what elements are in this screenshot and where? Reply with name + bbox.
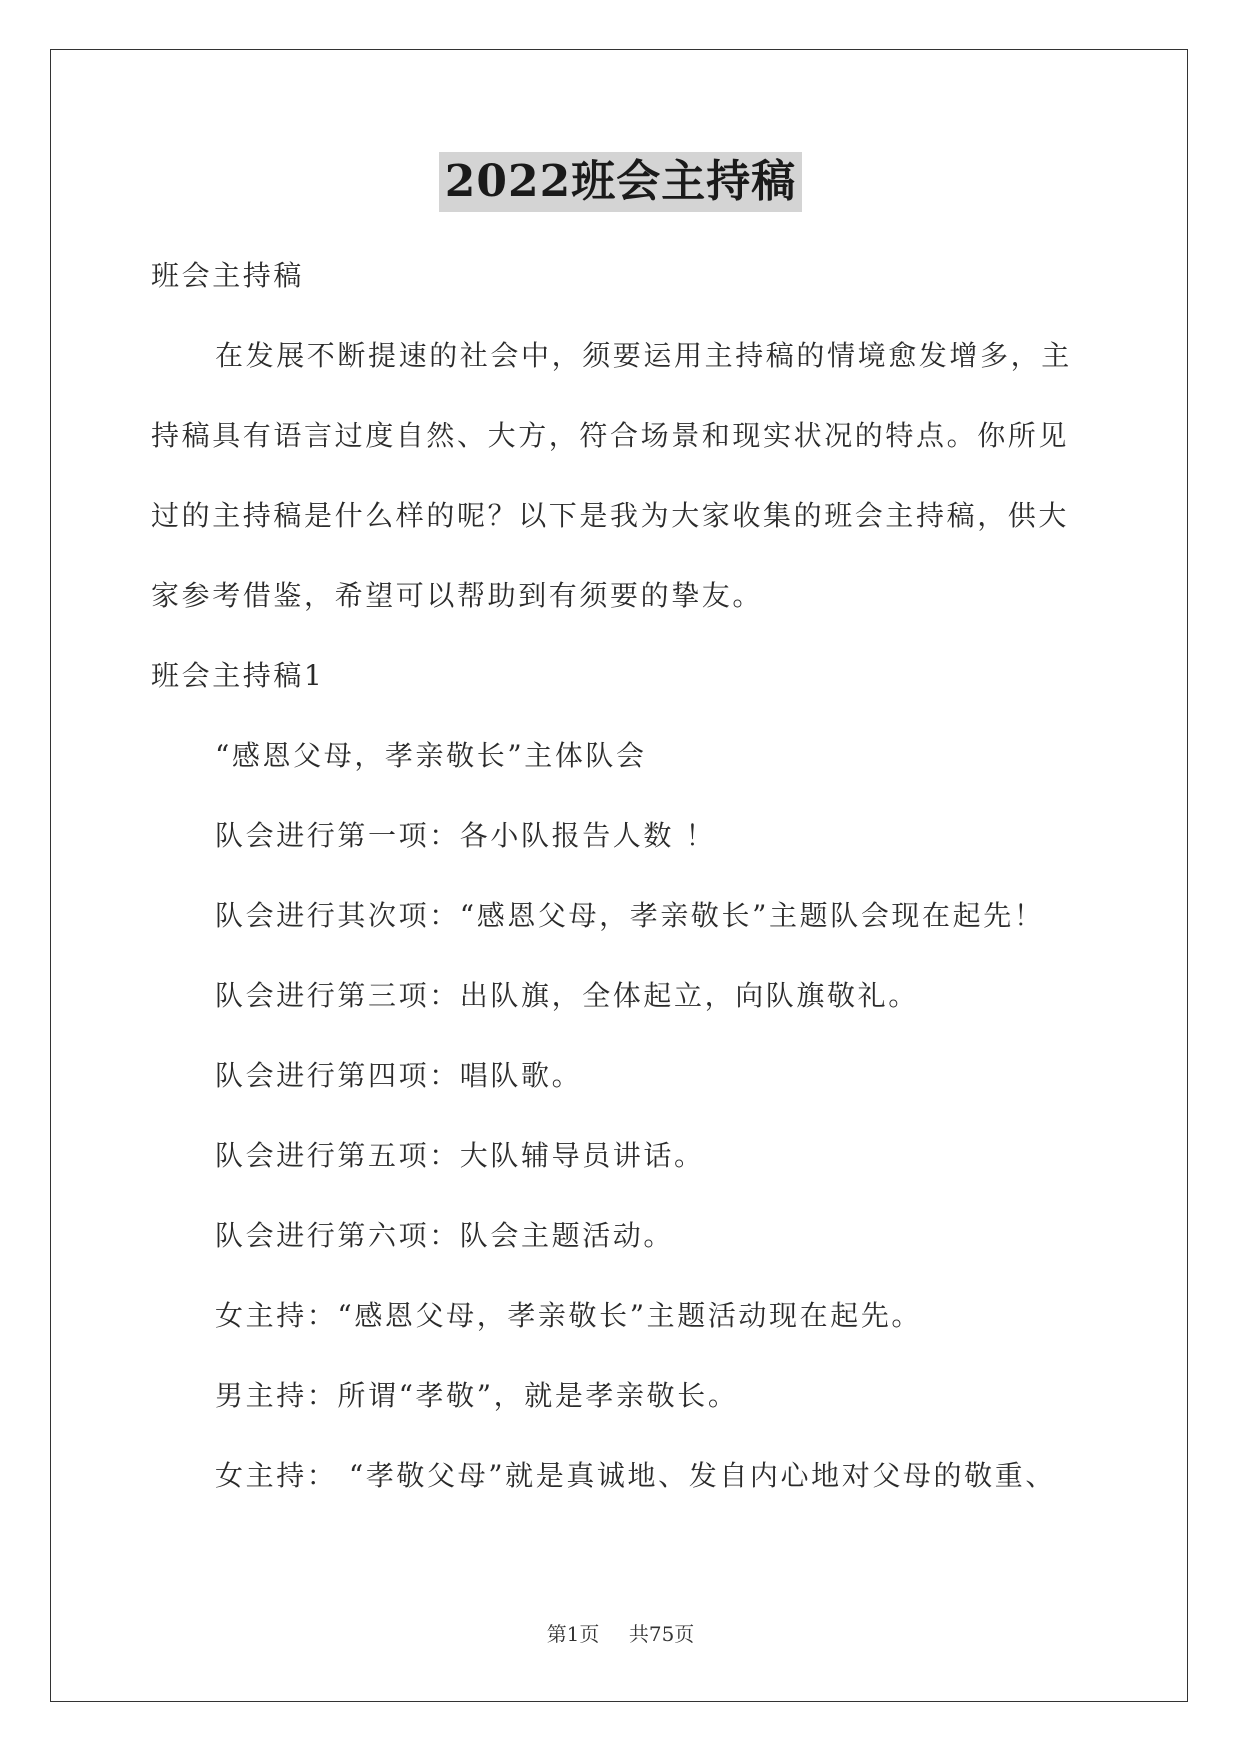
paragraph-line: 家参考借鉴，希望可以帮助到有须要的挚友。	[151, 579, 764, 612]
paragraph-line: 持稿具有语言过度自然、大方，符合场景和现实状况的特点。你所见	[151, 419, 1070, 452]
section-heading: 班会主持稿	[151, 259, 305, 292]
page-total: 共75页	[628, 1622, 695, 1646]
document-body	[151, 236, 1091, 1516]
paragraph-line: 在发展不断提速的社会中，须要运用主持稿的情境愈发增多，主	[215, 339, 1072, 372]
paragraph-line: 女主持：“感恩父母，孝亲敬长”主题活动现在起先。	[215, 1299, 923, 1332]
page-footer	[0, 1618, 1241, 1647]
page-number: 第1页	[546, 1622, 600, 1646]
paragraph-line: 过的主持稿是什么样的呢？以下是我为大家收集的班会主持稿，供大	[151, 499, 1070, 532]
paragraph-line: 队会进行第一项：各小队报告人数 ！	[215, 819, 717, 852]
paragraph-line: 队会进行第六项：队会主题活动。	[215, 1219, 675, 1252]
paragraph-line: 队会进行第四项：唱队歌。	[215, 1059, 583, 1092]
paragraph-line: “感恩父母，孝亲敬长”主体队会	[215, 739, 647, 772]
paragraph-line: 队会进行其次项：“感恩父母，孝亲敬长”主题队会现在起先！	[215, 899, 1045, 932]
paragraph-line: 队会进行第三项：出队旗，全体起立，向队旗敬礼。	[215, 979, 919, 1012]
document-title: 2022班会主持稿	[0, 152, 1241, 215]
paragraph-line: 队会进行第五项：大队辅导员讲话。	[215, 1139, 705, 1172]
section-heading: 班会主持稿1	[151, 659, 325, 692]
paragraph-line: 男主持：所谓“孝敬”，就是孝亲敬长。	[215, 1379, 739, 1412]
paragraph-line: 女主持： “孝敬父母”就是真诚地、发自内心地对父母的敬重、	[215, 1459, 1056, 1492]
